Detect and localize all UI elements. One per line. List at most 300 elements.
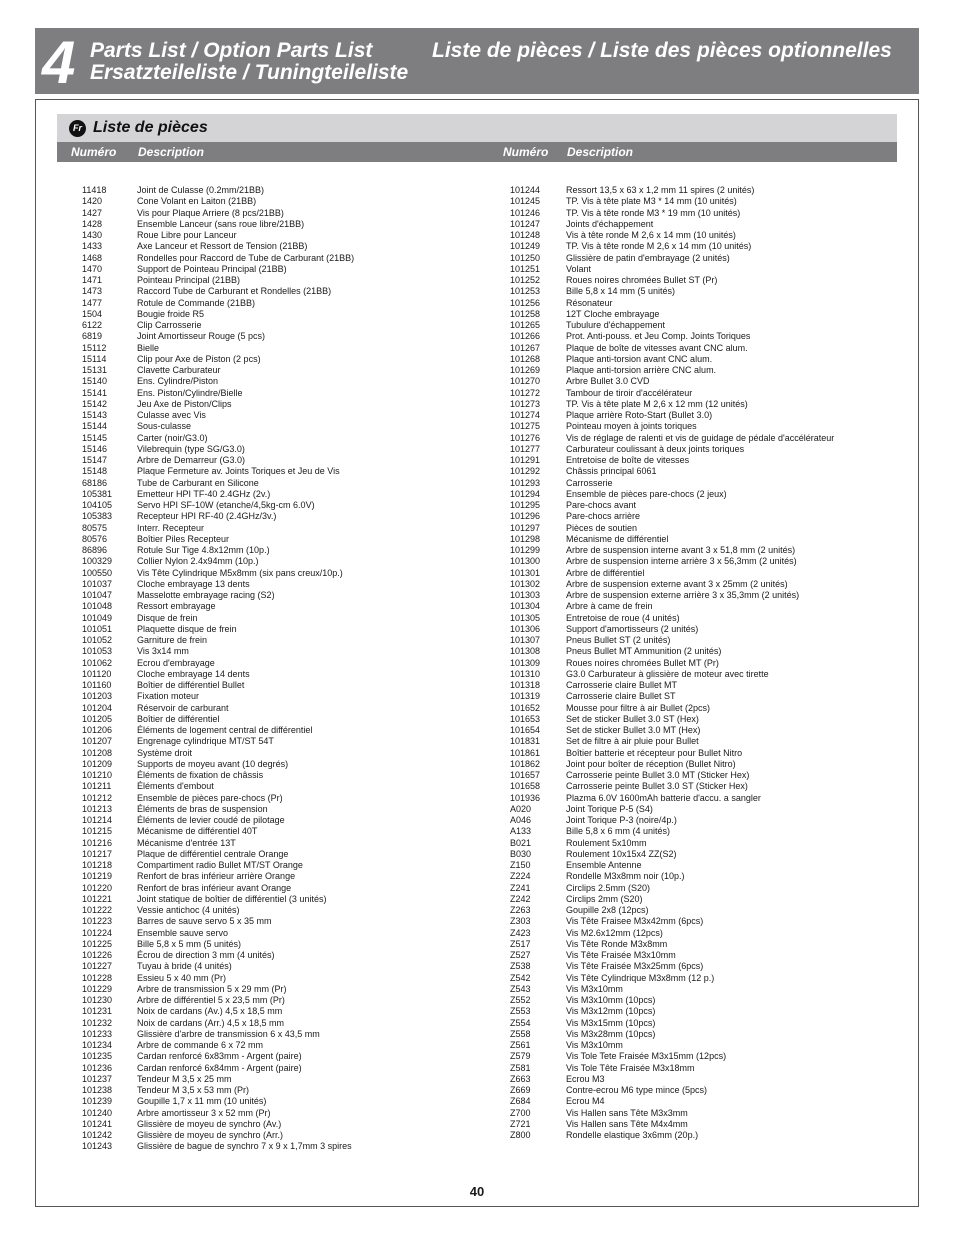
part-row xyxy=(82,1096,500,1107)
part-description: Recepteur HPI RF-40 (2.4GHz/3v.) xyxy=(137,511,277,522)
part-row xyxy=(82,1051,500,1062)
part-number: Z554 xyxy=(510,1017,531,1028)
part-row xyxy=(510,815,910,826)
part-description: Bille 5,8 x 14 mm (5 unités) xyxy=(566,286,676,297)
part-description: Supports de moyeu avant (10 degrés) xyxy=(137,758,289,769)
part-row xyxy=(82,950,500,961)
part-description: Vis M3x10mm xyxy=(566,1040,623,1050)
part-number: 101234 xyxy=(82,1040,113,1050)
part-description: Vilebrequin (type SG/G3.0) xyxy=(137,443,245,454)
part-row xyxy=(510,1074,910,1085)
part-description: Arbre de différentiel 5 x 23,5 mm (Pr) xyxy=(137,995,285,1005)
part-description: Vis Tête Ronde M3x8mm xyxy=(566,938,668,949)
part-description: Culasse avec Vis xyxy=(137,410,206,420)
part-number: 101256 xyxy=(510,297,541,308)
part-number: Z581 xyxy=(510,1062,531,1073)
part-row xyxy=(510,669,910,680)
part-row xyxy=(82,500,500,511)
part-row xyxy=(82,781,500,792)
part-row xyxy=(82,489,500,500)
part-description: Arbre Bullet 3.0 CVD xyxy=(566,376,650,387)
part-number: 101296 xyxy=(510,511,541,522)
part-row xyxy=(510,298,910,309)
part-description: Glissière de moyeu de synchro (Arr.) xyxy=(137,1130,284,1140)
part-description: Arbre de commande 6 x 72 mm xyxy=(137,1040,264,1050)
part-description: Clavette Carburateur xyxy=(137,365,221,375)
part-description: Cloche embrayage 13 dents xyxy=(137,578,250,589)
part-description: Joint Torique P-5 (S4) xyxy=(566,803,653,814)
part-number: 101222 xyxy=(82,905,113,915)
part-row xyxy=(510,950,910,961)
part-number: 101252 xyxy=(510,275,541,285)
part-number: 101653 xyxy=(510,713,541,724)
part-row xyxy=(510,455,910,466)
part-description: Arbre de suspension externe avant 3 x 25mm (2 unités) xyxy=(566,578,788,589)
part-number: Z242 xyxy=(510,893,531,904)
part-description: Rondelles pour Raccord de Tube de Carburant (21BB) xyxy=(137,252,355,263)
part-row xyxy=(82,635,500,646)
part-number: 101292 xyxy=(510,466,541,477)
part-number: 101253 xyxy=(510,286,541,297)
part-description: Mécanisme d'entrée 13T xyxy=(137,837,236,848)
part-number: 101319 xyxy=(510,691,541,702)
part-number: 101268 xyxy=(510,353,541,364)
part-row xyxy=(510,736,910,747)
part-description: Pare-chocs arrière xyxy=(566,511,641,522)
part-description: Renfort de bras inférieur arrière Orange xyxy=(137,871,296,882)
part-row xyxy=(510,500,910,511)
part-row xyxy=(82,815,500,826)
part-row xyxy=(82,275,500,286)
part-row xyxy=(510,635,910,646)
part-row xyxy=(82,241,500,252)
part-row xyxy=(82,871,500,882)
part-description: Châssis principal 6061 xyxy=(566,466,657,477)
part-row xyxy=(82,984,500,995)
part-description: Écrou de direction 3 mm (4 unités) xyxy=(137,950,275,960)
part-description: Ensemble Lanceur (sans roue libre/21BB) xyxy=(137,218,305,229)
part-number: 101210 xyxy=(82,770,113,780)
part-description: Carrosserie peinte Bullet 3.0 MT (Sticker Hex) xyxy=(566,770,750,780)
part-description: Set de filtre à air pluie pour Bullet xyxy=(566,736,699,747)
part-number: 101226 xyxy=(82,950,113,960)
part-number: 101272 xyxy=(510,387,541,398)
part-number: 101307 xyxy=(510,635,541,645)
part-row xyxy=(82,770,500,781)
part-row xyxy=(510,1130,910,1141)
part-description: Vis pour Plaque Arriere (8 pcs/21BB) xyxy=(137,207,284,218)
part-row xyxy=(510,579,910,590)
part-number: Z579 xyxy=(510,1051,531,1062)
part-description: Tambour de tiroir d'accélérateur xyxy=(566,387,693,398)
part-number: 101275 xyxy=(510,421,541,432)
part-number: 68186 xyxy=(82,477,108,488)
part-row xyxy=(82,1018,500,1029)
part-row xyxy=(82,455,500,466)
part-number: Z224 xyxy=(510,871,531,882)
part-description: Roues noires chromées Bullet ST (Pr) xyxy=(566,275,718,285)
part-description: Goupille 1,7 x 11 mm (10 unités) xyxy=(137,1096,267,1107)
part-row xyxy=(82,680,500,691)
part-number: 101265 xyxy=(510,320,541,330)
part-row xyxy=(510,264,910,275)
part-number: 101652 xyxy=(510,702,541,713)
part-row xyxy=(82,714,500,725)
part-description: Rotule Sur Tige 4.8x12mm (10p.) xyxy=(137,545,270,555)
part-description: Entretoise de roue (4 unités) xyxy=(566,612,680,623)
part-number: 101246 xyxy=(510,207,541,218)
part-row xyxy=(510,320,910,331)
part-number: 105383 xyxy=(82,511,113,522)
part-number: 15112 xyxy=(82,342,107,353)
part-number: 101270 xyxy=(510,376,541,387)
part-number: 101217 xyxy=(82,848,113,859)
part-description: Compartiment radio Bullet MT/ST Orange xyxy=(137,860,303,870)
part-number: 101297 xyxy=(510,522,541,533)
part-description: Noix de cardans (Arr.) 4,5 x 18,5 mm xyxy=(137,1017,285,1028)
part-row xyxy=(82,331,500,342)
part-number: Z543 xyxy=(510,983,531,994)
part-description: Bille 5,8 x 5 mm (5 unités) xyxy=(137,938,242,949)
part-description: Goupille 2x8 (12pcs) xyxy=(566,905,649,915)
part-number: 101295 xyxy=(510,500,541,510)
part-number: 101277 xyxy=(510,443,541,454)
part-description: Set de sticker Bullet 3.0 MT (Hex) xyxy=(566,725,701,735)
part-number: 6122 xyxy=(82,320,103,330)
part-description: Ensemble Antenne xyxy=(566,860,642,870)
part-row xyxy=(82,298,500,309)
part-row xyxy=(82,849,500,860)
part-row xyxy=(82,466,500,477)
part-description: Ens. Cylindre/Piston xyxy=(137,376,219,387)
part-number: 101247 xyxy=(510,218,541,229)
part-description: Glissière d'arbre de transmission 6 x 43,5 mm xyxy=(137,1028,320,1039)
part-description: Rondelle M3x8mm noir (10p.) xyxy=(566,871,685,882)
part-description: Pneus Bullet MT Ammunition (2 unités) xyxy=(566,646,722,657)
part-description: Fixation moteur xyxy=(137,691,200,702)
part-row xyxy=(510,545,910,556)
part-number: 101160 xyxy=(82,680,112,690)
part-row xyxy=(510,354,910,365)
part-description: Rondelle elastique 3x6mm (20p.) xyxy=(566,1130,699,1140)
part-row xyxy=(82,995,500,1006)
part-number: 101240 xyxy=(82,1107,113,1118)
part-number: 101049 xyxy=(82,612,113,623)
part-row xyxy=(510,365,910,376)
part-description: Arbre de suspension interne avant 3 x 51,8 mm (2 unités) xyxy=(566,545,796,555)
section-header xyxy=(57,114,897,142)
part-row xyxy=(510,1040,910,1051)
part-number: 101861 xyxy=(510,747,541,758)
part-row xyxy=(82,624,500,635)
part-number: 101318 xyxy=(510,680,541,690)
part-number: 101936 xyxy=(510,792,541,803)
part-number: Z423 xyxy=(510,927,531,938)
part-description: Ecrou M4 xyxy=(566,1096,605,1107)
part-number: Z700 xyxy=(510,1107,531,1118)
part-description: Joints d'échappement xyxy=(566,218,654,229)
part-description: Plaque arrière Roto-Start (Bullet 3.0) xyxy=(566,410,713,420)
column-header-description: Description xyxy=(138,145,205,159)
part-number: 15143 xyxy=(82,410,108,420)
part-description: Bougie froide R5 xyxy=(137,308,205,319)
part-row xyxy=(510,725,910,736)
part-number: 15146 xyxy=(82,443,108,454)
part-row xyxy=(510,703,910,714)
part-description: Vis à tête ronde M 2,6 x 14 mm (10 unités) xyxy=(566,230,736,240)
part-number: 101062 xyxy=(82,657,113,668)
part-number: 101221 xyxy=(82,893,113,904)
part-row xyxy=(510,343,910,354)
part-description: Éléments d'embout xyxy=(137,781,214,792)
part-number: 101274 xyxy=(510,410,541,420)
part-description: Boîtier batterie et récepteur pour Bullet Nitro xyxy=(566,747,743,758)
part-description: Ecrou M3 xyxy=(566,1073,605,1084)
part-number: 101294 xyxy=(510,488,541,499)
part-description: Set de sticker Bullet 3.0 ST (Hex) xyxy=(566,713,699,724)
part-number: 101249 xyxy=(510,241,541,252)
part-description: Raccord Tube de Carburant et Rondelles (21BB) xyxy=(137,286,332,297)
part-row xyxy=(510,770,910,781)
part-number: Z800 xyxy=(510,1130,531,1140)
part-description: Engrenage cylindrique MT/ST 54T xyxy=(137,736,274,747)
part-description: G3.0 Carburateur à glissière de moteur avec tirette xyxy=(566,668,769,679)
part-row xyxy=(82,838,500,849)
part-row xyxy=(82,905,500,916)
part-number: 1468 xyxy=(82,252,103,263)
part-row xyxy=(82,928,500,939)
part-row xyxy=(82,376,500,387)
part-row xyxy=(82,916,500,927)
part-number: Z542 xyxy=(510,972,531,983)
part-row xyxy=(82,365,500,376)
part-number: 101301 xyxy=(510,567,541,578)
part-row xyxy=(82,1141,500,1152)
part-description: Vis 3x14 mm xyxy=(137,646,189,657)
part-row xyxy=(82,264,500,275)
part-row xyxy=(510,556,910,567)
part-row xyxy=(82,748,500,759)
part-number: 101229 xyxy=(82,983,113,994)
part-description: Mécanisme de différentiel xyxy=(566,533,669,544)
part-description: Carrosserie peinte Bullet 3.0 ST (Sticker Hex) xyxy=(566,781,748,792)
part-description: Vis M3x10mm xyxy=(566,983,623,994)
part-description: Roulement 10x15x4 ZZ(S2) xyxy=(566,848,677,859)
part-number: 15147 xyxy=(82,455,108,465)
part-row xyxy=(82,309,500,320)
part-row xyxy=(82,1085,500,1096)
part-number: 101223 xyxy=(82,916,113,927)
part-number: 101658 xyxy=(510,781,541,792)
part-number: 101309 xyxy=(510,657,541,668)
part-description: Jeu Axe de Piston/Clips xyxy=(137,398,232,409)
part-number: Z669 xyxy=(510,1085,531,1095)
parts-list-right xyxy=(510,185,910,1141)
part-number: 101205 xyxy=(82,713,113,724)
part-row xyxy=(510,894,910,905)
part-description: Circlips 2.5mm (S20) xyxy=(566,882,651,893)
part-row xyxy=(82,399,500,410)
part-description: Réservoir de carburant xyxy=(137,702,229,713)
part-number: 101657 xyxy=(510,770,541,780)
part-description: Contre-ecrou M6 type mince (5pcs) xyxy=(566,1085,708,1095)
part-description: Cloche embrayage 14 dents xyxy=(137,668,250,679)
part-row xyxy=(510,849,910,860)
part-row xyxy=(510,208,910,219)
part-number: 1420 xyxy=(82,196,103,207)
part-description: Tuyau à bride (4 unités) xyxy=(137,961,232,972)
part-description: Joint de Culasse (0.2mm/21BB) xyxy=(137,185,265,195)
part-description: TP. Vis à tête ronde M3 * 19 mm (10 unités) xyxy=(566,207,741,218)
part-number: 101230 xyxy=(82,995,113,1005)
part-description: Ens. Piston/Cylindre/Bielle xyxy=(137,387,243,398)
part-number: 101266 xyxy=(510,331,541,342)
part-description: Pointeau moyen à joints toriques xyxy=(566,421,697,432)
part-row xyxy=(82,601,500,612)
column-header-number: Numéro xyxy=(503,145,549,159)
part-row xyxy=(510,568,910,579)
part-number: 101298 xyxy=(510,533,541,544)
part-row xyxy=(510,973,910,984)
part-number: 86896 xyxy=(82,545,108,555)
part-description: Arbre de suspension interne arrière 3 x 56,3mm (2 unités) xyxy=(566,556,797,567)
part-number: 101235 xyxy=(82,1051,113,1062)
part-row xyxy=(510,1006,910,1017)
part-row xyxy=(82,320,500,331)
part-row xyxy=(510,838,910,849)
part-row xyxy=(82,1063,500,1074)
part-description: TP. Vis à tête plate M 2,6 x 12 mm (12 unités) xyxy=(566,398,748,409)
part-row xyxy=(510,714,910,725)
part-row xyxy=(82,579,500,590)
part-number: 101232 xyxy=(82,1017,113,1028)
part-description: Ensemble de pièces pare-chocs (Pr) xyxy=(137,792,283,803)
part-number: B030 xyxy=(510,848,532,859)
part-description: Plazma 6.0V 1600mAh batterie d'accu. a sangler xyxy=(566,792,761,803)
part-number: 1433 xyxy=(82,241,103,252)
part-number: 15148 xyxy=(82,466,108,477)
part-row xyxy=(82,433,500,444)
part-description: Éléments de bras de suspension xyxy=(137,803,268,814)
part-description: Plaque anti-torsion avant CNC alum. xyxy=(566,353,713,364)
part-number: Z303 xyxy=(510,916,531,927)
part-number: 101237 xyxy=(82,1073,113,1084)
part-number: 1471 xyxy=(82,275,103,285)
part-description: Prot. Anti-pouss. et Jeu Comp. Joints Toriques xyxy=(566,331,751,342)
part-description: Vessie antichoc (4 unités) xyxy=(137,905,240,915)
part-description: Circlips 2mm (S20) xyxy=(566,893,643,904)
part-description: 12T Cloche embrayage xyxy=(566,308,660,319)
part-row xyxy=(510,309,910,320)
part-row xyxy=(510,241,910,252)
part-description: Vis Hallen sans Tête M4x4mm xyxy=(566,1118,688,1129)
part-number: 101204 xyxy=(82,702,113,713)
part-row xyxy=(82,669,500,680)
part-number: 100550 xyxy=(82,567,113,578)
part-description: Ensemble sauve servo xyxy=(137,927,229,938)
part-row xyxy=(82,1029,500,1040)
part-description: Cone Volant en Laiton (21BB) xyxy=(137,196,257,207)
part-description: Vis Hallen sans Tête M3x3mm xyxy=(566,1107,688,1118)
part-description: Plaque anti-torsion arrière CNC alum. xyxy=(566,365,717,375)
part-row xyxy=(510,871,910,882)
part-description: Joint Amortisseur Rouge (5 pcs) xyxy=(137,331,266,342)
part-number: 101218 xyxy=(82,860,113,870)
part-row xyxy=(82,826,500,837)
part-description: Axe Lanceur et Ressort de Tension (21BB) xyxy=(137,241,308,252)
part-row xyxy=(510,433,910,444)
part-row xyxy=(82,511,500,522)
part-description: Tendeur M 3,5 x 25 mm xyxy=(137,1073,232,1084)
part-number: 6819 xyxy=(82,331,103,342)
part-description: Vis Tole Tête Fraisée M3x18mm xyxy=(566,1062,695,1073)
part-number: 15140 xyxy=(82,376,108,387)
part-description: Ecrou d'embrayage xyxy=(137,657,215,668)
part-description: Essieu 5 x 40 mm (Pr) xyxy=(137,972,227,983)
part-row xyxy=(82,545,500,556)
part-number: 101224 xyxy=(82,927,113,938)
part-row xyxy=(82,725,500,736)
part-number: 101304 xyxy=(510,601,541,612)
part-number: A133 xyxy=(510,826,532,837)
part-description: Masselotte embrayage racing (S2) xyxy=(137,590,275,600)
part-number: 101048 xyxy=(82,601,113,612)
part-number: 101831 xyxy=(510,736,541,747)
part-number: 101654 xyxy=(510,725,541,735)
part-description: Clip Carrosserie xyxy=(137,320,202,330)
part-description: Vis Tête Cylindrique M3x8mm (12 p.) xyxy=(566,972,715,983)
part-row xyxy=(82,568,500,579)
part-row xyxy=(510,1018,910,1029)
part-number: 101239 xyxy=(82,1096,113,1107)
part-row xyxy=(82,973,500,984)
part-number: 101037 xyxy=(82,578,113,589)
part-number: A020 xyxy=(510,803,532,814)
part-description: Arbre de suspension externe arrière 3 x 35,3mm (2 unités) xyxy=(566,590,800,600)
column-header-description: Description xyxy=(567,145,634,159)
part-number: 101207 xyxy=(82,736,113,747)
part-row xyxy=(510,410,910,421)
part-number: 1504 xyxy=(82,308,103,319)
chapter-header xyxy=(35,28,919,94)
part-number: 101220 xyxy=(82,882,113,893)
part-row xyxy=(510,1029,910,1040)
part-description: Roue Libre pour Lanceur xyxy=(137,230,237,240)
part-number: 101228 xyxy=(82,972,113,983)
part-description: Joint Torique P-3 (noire/4p.) xyxy=(566,815,677,825)
part-description: Collier Nylon 2.4x94mm (10p.) xyxy=(137,556,259,567)
part-number: 101238 xyxy=(82,1085,113,1095)
part-row xyxy=(510,286,910,297)
part-row xyxy=(510,860,910,871)
part-description: Vis Tole Tete Fraisée M3x15mm (12pcs) xyxy=(566,1051,727,1062)
part-description: Vis M2.6x12mm (12pcs) xyxy=(566,927,663,938)
part-description: Tendeur M 3,5 x 53 mm (Pr) xyxy=(137,1085,250,1095)
part-description: Éléments de logement central de différentiel xyxy=(137,725,313,735)
part-row xyxy=(510,601,910,612)
part-description: Arbre de différentiel xyxy=(566,567,645,578)
part-number: 101052 xyxy=(82,635,113,645)
part-number: 101242 xyxy=(82,1130,113,1140)
part-row xyxy=(82,219,500,230)
part-row xyxy=(82,793,500,804)
part-row xyxy=(82,1040,500,1051)
part-row xyxy=(510,624,910,635)
part-number: Z552 xyxy=(510,995,531,1005)
part-description: Disque de frein xyxy=(137,612,198,623)
part-number: 101245 xyxy=(510,196,541,207)
part-description: Roues noires chromées Bullet MT (Pr) xyxy=(566,657,719,668)
